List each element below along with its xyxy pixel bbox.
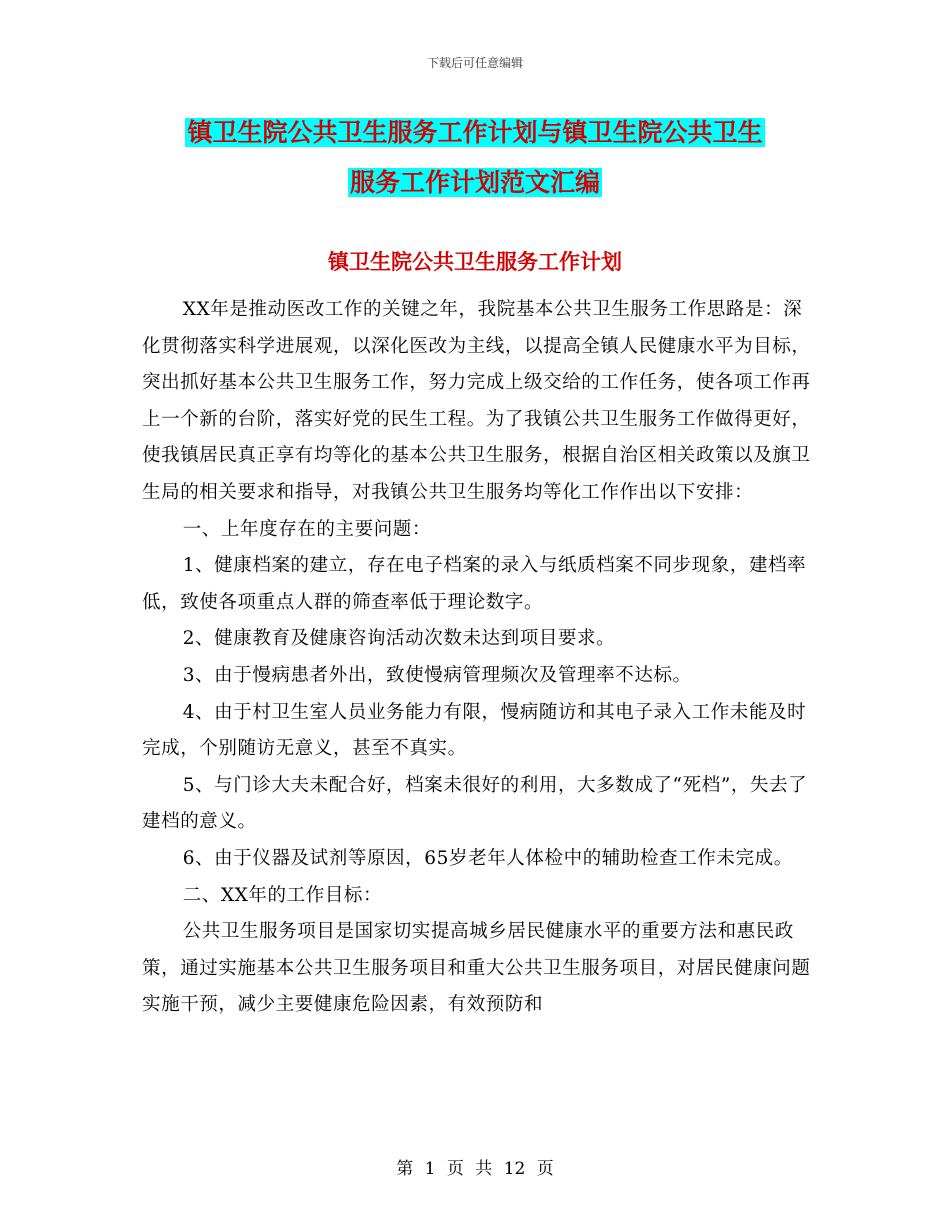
paragraph: XX年是推动医改工作的关键之年，我院基本公共卫生服务工作思路是：深化贯彻落实科学进展观，以深化医改为主线，以提高全镇人民健康水平为目标，突出抓好基本公共卫生服务工作，努力完成上级交给的工作任务，使各项工作再上一个新的台阶，落实好党的民生工程。为了我镇公共卫生服务工作做得更好，使我镇居民真正享有均等化的基本公共卫生服务，根据自治区相关政策以及旗卫生局的相关要求和指导，对我镇公共卫生服务均等化工作作出以下安排：: [142, 299, 811, 503]
paragraph: 3、由于慢病患者外出，致使慢病管理频次及管理率不达标。: [182, 664, 692, 686]
page-footer: 第 1 页 共 12 页: [396, 1159, 554, 1179]
paragraph: 6、由于仪器及试剂等原因，65岁老年人体检中的辅助检查工作未完成。: [182, 847, 793, 869]
header-note: 下载后可任意编辑: [426, 56, 523, 70]
paragraph: 2、健康教育及健康咨询活动次数未达到项目要求。: [182, 628, 616, 650]
document-title-line-2: 服务工作计划范文汇编: [349, 168, 600, 197]
paragraph: 4、由于村卫生室人员业务能力有限，慢病随访和其电子录入工作未能及时完成，个别随访无意义，甚至不真实。: [142, 701, 807, 760]
paragraph: 公共卫生服务项目是国家切实提高城乡居民健康水平的重要方法和惠民政策，通过实施基本公共卫生服务项目和重大公共卫生服务项目，对居民健康问题实施干预，减少主要健康危险因素，有效预防和: [142, 921, 811, 1016]
document-title-line-1: 镇卫生院公共卫生服务工作计划与镇卫生院公共卫生: [187, 118, 763, 147]
paragraph: 1、健康档案的建立，存在电子档案的录入与纸质档案不同步现象，建档率低，致使各项重点人群的筛查率低于理论数字。: [142, 555, 807, 613]
paragraph: 一、上年度存在的主要问题：: [182, 518, 431, 540]
body-text: [142, 292, 814, 1024]
document-title: [0, 108, 950, 208]
paragraph: 二、XX年的工作目标：: [182, 884, 383, 906]
section-title: 镇卫生院公共卫生服务工作计划: [328, 250, 622, 274]
paragraph: 5、与门诊大夫未配合好，档案未很好的利用，大多数成了“死档”，失去了建档的意义。: [142, 774, 808, 833]
